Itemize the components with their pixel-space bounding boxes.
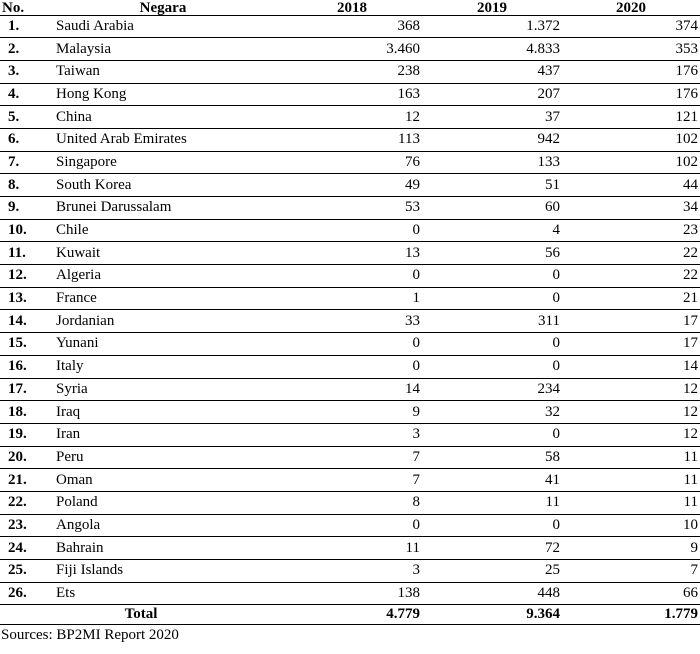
country-name: Jordanian	[44, 310, 282, 333]
value-2019: 4.833	[422, 38, 562, 61]
header-2019: 2019	[422, 0, 562, 15]
country-name: Poland	[44, 491, 282, 514]
value-2020: 7	[562, 560, 700, 583]
table-row	[0, 83, 700, 106]
value-2019: 58	[422, 446, 562, 469]
row-number: 15.	[0, 333, 44, 356]
table-row	[0, 310, 700, 333]
table-row	[0, 469, 700, 492]
country-name: Ets	[44, 582, 282, 605]
value-2020: 23	[562, 219, 700, 242]
value-2019: 11	[422, 491, 562, 514]
value-2020: 374	[562, 15, 700, 38]
country-name: Oman	[44, 469, 282, 492]
value-2020: 34	[562, 197, 700, 220]
value-2018: 13	[282, 242, 422, 265]
country-name: Yunani	[44, 333, 282, 356]
row-number: 16.	[0, 355, 44, 378]
value-2020: 9	[562, 537, 700, 560]
header-2018: 2018	[282, 0, 422, 15]
value-2019: 0	[422, 355, 562, 378]
value-2019: 72	[422, 537, 562, 560]
value-2018: 238	[282, 60, 422, 83]
table-row	[0, 15, 700, 38]
value-2018: 8	[282, 491, 422, 514]
table-row	[0, 423, 700, 446]
country-name: France	[44, 287, 282, 310]
value-2018: 49	[282, 174, 422, 197]
row-number: 14.	[0, 310, 44, 333]
value-2019: 0	[422, 287, 562, 310]
row-number: 18.	[0, 401, 44, 424]
value-2020: 14	[562, 355, 700, 378]
country-name: Bahrain	[44, 537, 282, 560]
header-2020: 2020	[562, 0, 700, 15]
row-number: 23.	[0, 514, 44, 537]
total-2018: 4.779	[282, 605, 422, 625]
value-2019: 32	[422, 401, 562, 424]
value-2019: 4	[422, 219, 562, 242]
country-name: Singapore	[44, 151, 282, 174]
row-number: 7.	[0, 151, 44, 174]
total-label: Total	[0, 605, 282, 625]
table-row	[0, 333, 700, 356]
value-2019: 56	[422, 242, 562, 265]
row-number: 12.	[0, 265, 44, 288]
table-row	[0, 219, 700, 242]
value-2019: 41	[422, 469, 562, 492]
row-number: 20.	[0, 446, 44, 469]
value-2020: 17	[562, 333, 700, 356]
value-2020: 11	[562, 446, 700, 469]
value-2018: 33	[282, 310, 422, 333]
table-row	[0, 265, 700, 288]
table-row	[0, 174, 700, 197]
value-2020: 121	[562, 106, 700, 129]
table-row	[0, 60, 700, 83]
country-name: Peru	[44, 446, 282, 469]
value-2018: 0	[282, 514, 422, 537]
table-row	[0, 560, 700, 583]
table-row	[0, 446, 700, 469]
country-name: Algeria	[44, 265, 282, 288]
header-no: No.	[0, 0, 44, 15]
value-2020: 176	[562, 60, 700, 83]
value-2019: 133	[422, 151, 562, 174]
row-number: 21.	[0, 469, 44, 492]
country-name: Italy	[44, 355, 282, 378]
country-name: Fiji Islands	[44, 560, 282, 583]
value-2019: 207	[422, 83, 562, 106]
value-2020: 12	[562, 378, 700, 401]
value-2019: 448	[422, 582, 562, 605]
value-2020: 102	[562, 151, 700, 174]
row-number: 22.	[0, 491, 44, 514]
value-2018: 113	[282, 128, 422, 151]
value-2019: 437	[422, 60, 562, 83]
table-row	[0, 287, 700, 310]
value-2019: 0	[422, 423, 562, 446]
value-2019: 0	[422, 514, 562, 537]
row-number: 26.	[0, 582, 44, 605]
row-number: 11.	[0, 242, 44, 265]
row-number: 17.	[0, 378, 44, 401]
row-number: 8.	[0, 174, 44, 197]
value-2020: 10	[562, 514, 700, 537]
value-2020: 12	[562, 401, 700, 424]
value-2018: 0	[282, 355, 422, 378]
table-row	[0, 491, 700, 514]
row-number: 5.	[0, 106, 44, 129]
value-2020: 22	[562, 242, 700, 265]
value-2018: 11	[282, 537, 422, 560]
country-name: Chile	[44, 219, 282, 242]
value-2019: 0	[422, 265, 562, 288]
value-2018: 163	[282, 83, 422, 106]
table-row	[0, 401, 700, 424]
table-row	[0, 242, 700, 265]
country-name: United Arab Emirates	[44, 128, 282, 151]
value-2020: 12	[562, 423, 700, 446]
country-name: Syria	[44, 378, 282, 401]
total-2020: 1.779	[562, 605, 700, 625]
table-row	[0, 106, 700, 129]
value-2018: 7	[282, 446, 422, 469]
value-2018: 3	[282, 560, 422, 583]
country-name: Taiwan	[44, 60, 282, 83]
value-2019: 51	[422, 174, 562, 197]
table-row	[0, 537, 700, 560]
table-row	[0, 355, 700, 378]
value-2018: 0	[282, 333, 422, 356]
value-2018: 7	[282, 469, 422, 492]
value-2019: 25	[422, 560, 562, 583]
table-row	[0, 38, 700, 61]
value-2018: 0	[282, 219, 422, 242]
row-number: 9.	[0, 197, 44, 220]
total-2019: 9.364	[422, 605, 562, 625]
value-2020: 21	[562, 287, 700, 310]
row-number: 10.	[0, 219, 44, 242]
value-2019: 60	[422, 197, 562, 220]
value-2018: 0	[282, 265, 422, 288]
country-name: South Korea	[44, 174, 282, 197]
value-2018: 3	[282, 423, 422, 446]
country-name: Hong Kong	[44, 83, 282, 106]
value-2019: 234	[422, 378, 562, 401]
table-row	[0, 514, 700, 537]
country-name: Angola	[44, 514, 282, 537]
country-name: China	[44, 106, 282, 129]
value-2020: 353	[562, 38, 700, 61]
table-body	[0, 15, 700, 605]
total-row	[0, 605, 700, 625]
row-number: 13.	[0, 287, 44, 310]
value-2018: 368	[282, 15, 422, 38]
row-number: 19.	[0, 423, 44, 446]
row-number: 24.	[0, 537, 44, 560]
value-2018: 76	[282, 151, 422, 174]
value-2018: 53	[282, 197, 422, 220]
value-2020: 102	[562, 128, 700, 151]
value-2020: 66	[562, 582, 700, 605]
value-2020: 44	[562, 174, 700, 197]
row-number: 3.	[0, 60, 44, 83]
value-2018: 3.460	[282, 38, 422, 61]
country-name: Kuwait	[44, 242, 282, 265]
row-number: 4.	[0, 83, 44, 106]
value-2020: 11	[562, 469, 700, 492]
row-number: 25.	[0, 560, 44, 583]
value-2018: 138	[282, 582, 422, 605]
value-2018: 12	[282, 106, 422, 129]
table-row	[0, 151, 700, 174]
value-2018: 14	[282, 378, 422, 401]
row-number: 2.	[0, 38, 44, 61]
country-name: Malaysia	[44, 38, 282, 61]
row-number: 6.	[0, 128, 44, 151]
value-2019: 0	[422, 333, 562, 356]
value-2020: 11	[562, 491, 700, 514]
source-note: Sources: BP2MI Report 2020	[1, 627, 179, 644]
table-header	[0, 0, 700, 15]
value-2019: 942	[422, 128, 562, 151]
table-row	[0, 378, 700, 401]
value-2020: 22	[562, 265, 700, 288]
country-name: Saudi Arabia	[44, 15, 282, 38]
value-2019: 311	[422, 310, 562, 333]
table-row	[0, 128, 700, 151]
table-row	[0, 197, 700, 220]
value-2020: 176	[562, 83, 700, 106]
country-name: Iraq	[44, 401, 282, 424]
country-name: Iran	[44, 423, 282, 446]
value-2019: 1.372	[422, 15, 562, 38]
country-name: Brunei Darussalam	[44, 197, 282, 220]
value-2018: 9	[282, 401, 422, 424]
value-2020: 17	[562, 310, 700, 333]
header-country: Negara	[44, 0, 282, 15]
value-2019: 37	[422, 106, 562, 129]
table-row	[0, 582, 700, 605]
value-2018: 1	[282, 287, 422, 310]
row-number: 1.	[0, 15, 44, 38]
